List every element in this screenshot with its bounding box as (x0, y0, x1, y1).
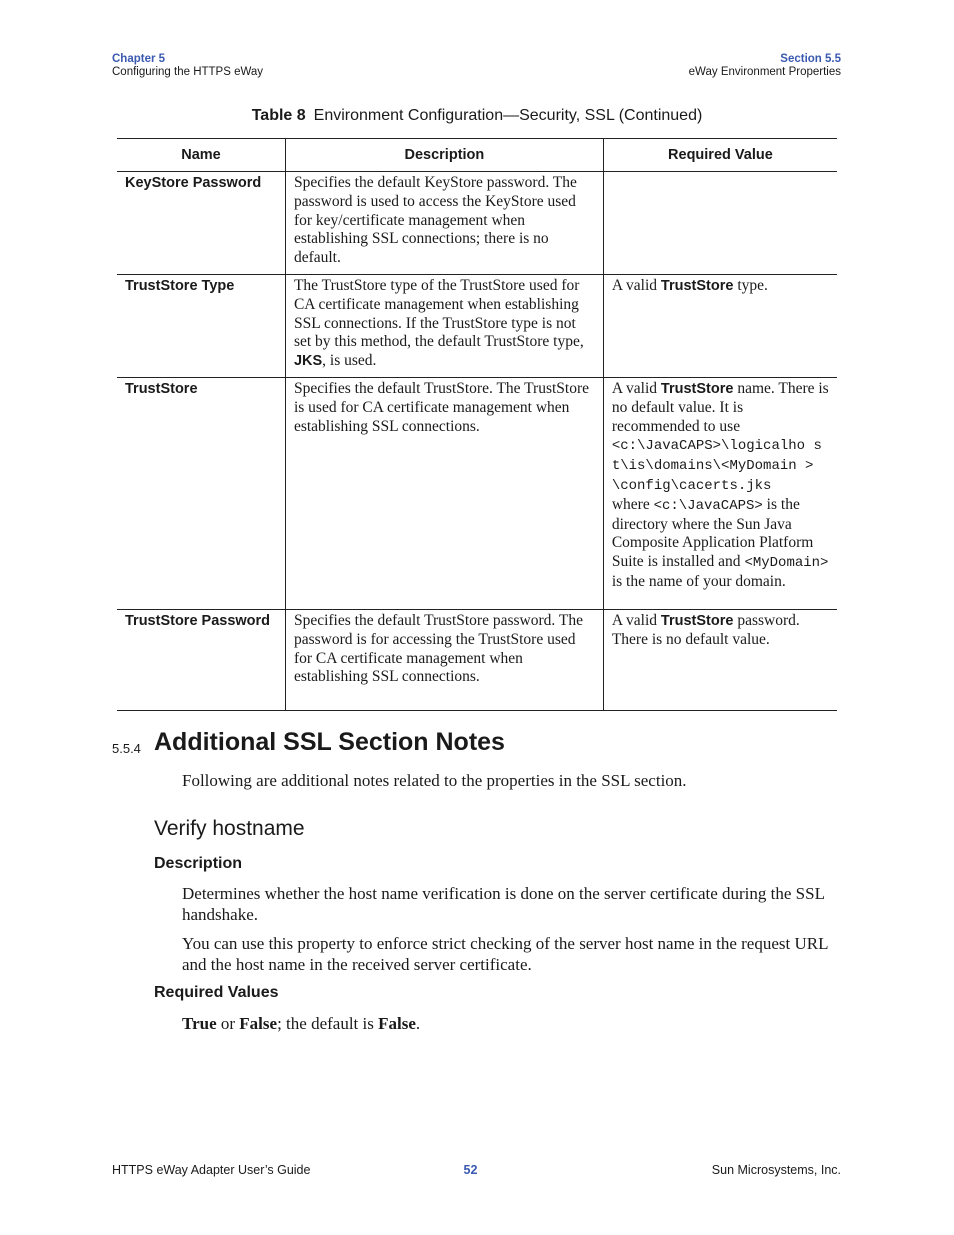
req-code-path: <c:\JavaCAPS>\logicalho st\is\domains\<MyDomain >\config\cacerts.jks (611, 438, 822, 494)
row-name: TrustStore (117, 377, 285, 609)
footer-guide-title: HTTPS eWay Adapter User’s Guide (112, 1163, 311, 1177)
row-name: TrustStore Type (117, 274, 285, 377)
table-row (117, 274, 837, 377)
req-text: password. There is no default value. (611, 611, 800, 648)
section-number: 5.5.4 (112, 741, 141, 756)
chapter-title: Configuring the HTTPS eWay (112, 66, 264, 78)
column-header-description: Description (285, 139, 603, 172)
value-false: False (239, 1014, 278, 1033)
description-paragraph-2: You can use this property to enforce strict checking of the server host name in the request URL and the host name in the received server certificate. (182, 934, 828, 974)
section-intro: Following are additional notes related to the properties in the SSL section. (182, 771, 687, 790)
req-text: is the directory where the Sun Java Composite Application Platform Suite is installed and (611, 495, 814, 571)
req-bold: TrustStore (660, 612, 734, 629)
value-default-false: False (378, 1014, 416, 1033)
req-text: A valid (611, 379, 661, 397)
config-table (117, 138, 837, 711)
row-required-value (603, 172, 837, 275)
section-label: Section 5.5 (780, 53, 841, 65)
running-header-right (689, 53, 841, 79)
table-row (117, 609, 837, 710)
table-caption-label: Table 8 (251, 107, 306, 124)
required-values-heading: Required Values (154, 984, 279, 1001)
running-header-left (112, 53, 263, 79)
req-bold: TrustStore (660, 277, 734, 294)
row-description: Specifies the default KeyStore password. The password is used to access the KeyStore used for key/certificate management when establishing SSL connections; there is no default. (285, 172, 603, 275)
req-text: is the name of your domain. (611, 572, 786, 590)
row-description (285, 274, 603, 377)
desc-text: , is used. (322, 352, 377, 370)
column-header-name: Name (117, 139, 285, 172)
column-header-required-value: Required Value (603, 139, 837, 172)
table-row (117, 377, 837, 609)
subsection-heading: Verify hostname (154, 817, 305, 840)
row-required-value (603, 609, 837, 710)
req-code: <c:\JavaCAPS> (653, 497, 763, 514)
row-required-value (603, 377, 837, 609)
row-required-value (603, 274, 837, 377)
table-caption-text: Environment Configuration—Security, SSL (Continued) (313, 107, 703, 124)
desc-text: The TrustStore type of the TrustStore used for CA certificate management when establishing SSL connections. If the TrustStore type is not set by this method, the default TrustStore type, (293, 276, 584, 351)
section-title-header: eWay Environment Properties (688, 66, 841, 78)
section-heading: Additional SSL Section Notes (154, 728, 505, 756)
page-number: 52 (463, 1163, 478, 1177)
chapter-label: Chapter 5 (112, 53, 166, 65)
description-heading: Description (154, 855, 243, 872)
row-description: Specifies the default TrustStore. The TrustStore is used for CA certificate management when establishing SSL connections. (285, 377, 603, 609)
text-default: ; the default is (277, 1014, 379, 1033)
row-name: KeyStore Password (117, 172, 285, 275)
text-or: or (216, 1014, 240, 1033)
value-true: True (182, 1014, 217, 1033)
footer-company: Sun Microsystems, Inc. (711, 1163, 841, 1177)
req-text: A valid (611, 276, 661, 294)
table-caption (0, 107, 954, 125)
row-description: Specifies the default TrustStore password. The password is for accessing the TrustStore used for CA certificate management when establishing SSL connections. (285, 609, 603, 710)
req-text: A valid (611, 611, 661, 629)
req-code: <MyDomain> (744, 555, 829, 572)
desc-bold: JKS (293, 353, 323, 370)
req-text: type. (733, 276, 768, 294)
req-bold: TrustStore (660, 380, 734, 397)
required-values-text (182, 1013, 842, 1034)
req-text: where (611, 495, 654, 513)
table-header-row (117, 139, 837, 172)
req-text: name. There is no default value. It is recommended to use (611, 379, 829, 435)
row-name: TrustStore Password (117, 609, 285, 710)
text-period: . (415, 1014, 421, 1033)
description-paragraph-1: Determines whether the host name verification is done on the server certificate during the SSL handshake. (182, 884, 825, 924)
table-row (117, 172, 837, 275)
